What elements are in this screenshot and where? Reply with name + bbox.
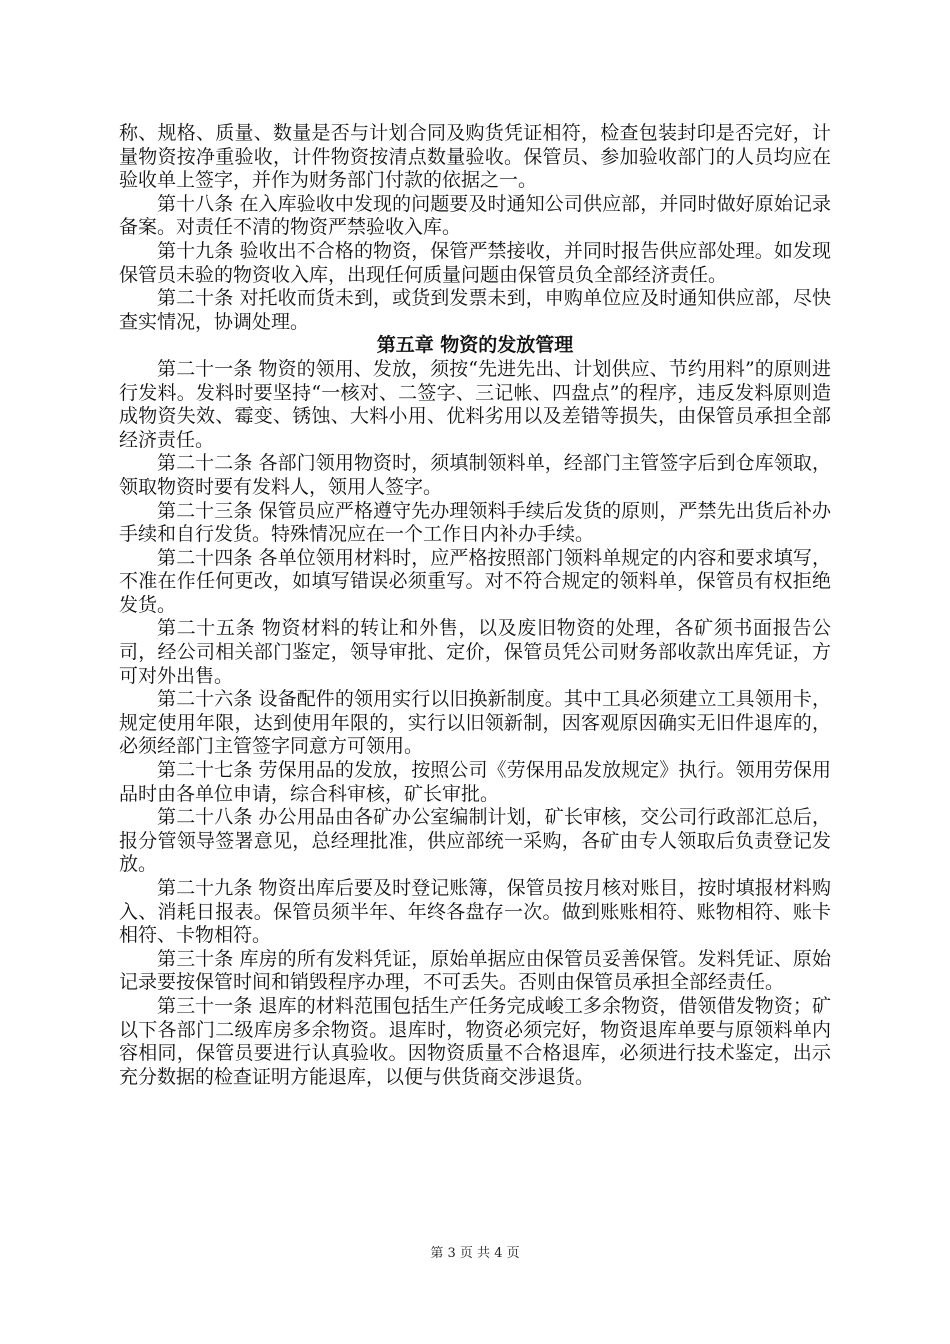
document-body [119,122,831,1089]
article-20: 第二十条 对托收而货未到，或货到发票未到，申购单位应及时通知供应部，尽快查实情况，协调处理。 [119,287,831,333]
article-27: 第二十七条 劳保用品的发放，按照公司《劳保用品发放规定》执行。领用劳保用品时由各单位申请，综合科审核，矿长审批。 [119,759,831,805]
page-number-footer: 第 3 页 共 4 页 [430,1246,520,1261]
article-22: 第二十二条 各部门领用物资时，须填制领料单，经部门主管签字后到仓库领取，领取物资时要有发料人，领用人签字。 [119,452,831,498]
article-30: 第三十条 库房的所有发料凭证，原始单据应由保管员妥善保管。发料凭证、原始记录要按保管时间和销毁程序办理，不可丢失。否则由保管员承担全部经责任。 [119,947,831,994]
paragraph-continuation: 称、规格、质量、数量是否与计划合同及购货凭证相符，检查包装封印是否完好，计量物资按净重验收，计件物资按清点数量验收。保管员、参加验收部门的人员均应在验收单上签字，并作为财务部门付款的依据之一。 [119,122,831,192]
article-21: 第二十一条 物资的领用、发放，须按“先进先出、计划供应、节约用料”的原则进行发料。发料时要坚持“一核对、二签字、三记帐、四盘点”的程序，违反发料原则造成物资失效、霉变、锈蚀、大料小用、优料劣用以及差错等损失，由保管员承担全部经济责任。 [119,357,831,451]
article-25: 第二十五条 物资材料的转让和外售，以及废旧物资的处理，各矿须书面报告公司，经公司相关部门鉴定，领导审批、定价，保管员凭公司财务部收款出库凭证，方可对外出售。 [119,617,831,687]
article-19: 第十九条 验收出不合格的物资，保管严禁接收，并同时报告供应部处理。如发现保管员未验的物资收入库，出现任何质量问题由保管员负全部经济责任。 [119,239,831,286]
article-28: 第二十八条 办公用品由各矿办公室编制计划，矿长审核，交公司行政部汇总后，报分管领导签署意见，总经理批准，供应部统一采购，各矿由专人领取后负责登记发放。 [119,806,831,876]
article-29: 第二十九条 物资出库后要及时登记账簿，保管员按月核对账目，按时填报材料购入、消耗日报表。保管员须半年、年终各盘存一次。做到账账相符、账物相符、账卡相符、卡物相符。 [119,877,831,947]
article-31: 第三十一条 退库的材料范围包括生产任务完成峻工多余物资，借领借发物资；矿以下各部门二级库房多余物资。退库时，物资必须完好，物资退库单要与原领料单内容相同，保管员要进行认真验收。因物资质量不合格退库，必须进行技术鉴定，出示充分数据的检查证明方能退库，以便与供货商交涉退货。 [119,994,831,1088]
article-18: 第十八条 在入库验收中发现的问题要及时通知公司供应部，并同时做好原始记录备案。对责任不清的物资严禁验收入库。 [119,192,831,239]
article-26: 第二十六条 设备配件的领用实行以旧换新制度。其中工具必须建立工具领用卡，规定使用年限，达到使用年限的，实行以旧领新制，因客观原因确实无旧件退库的，必须经部门主管签字同意方可领用。 [119,688,831,758]
article-23: 第二十三条 保管员应严格遵守先办理领料手续后发货的原则，严禁先出货后补办手续和自行发货。特殊情况应在一个工作日内补办手续。 [119,499,831,546]
article-24: 第二十四条 各单位领用材料时，应严格按照部门领料单规定的内容和要求填写，不准在作任何更改，如填写错误必须重写。对不符合规定的领料单，保管员有权拒绝发货。 [119,546,831,616]
chapter-title: 第五章 物资的发放管理 [376,334,574,357]
